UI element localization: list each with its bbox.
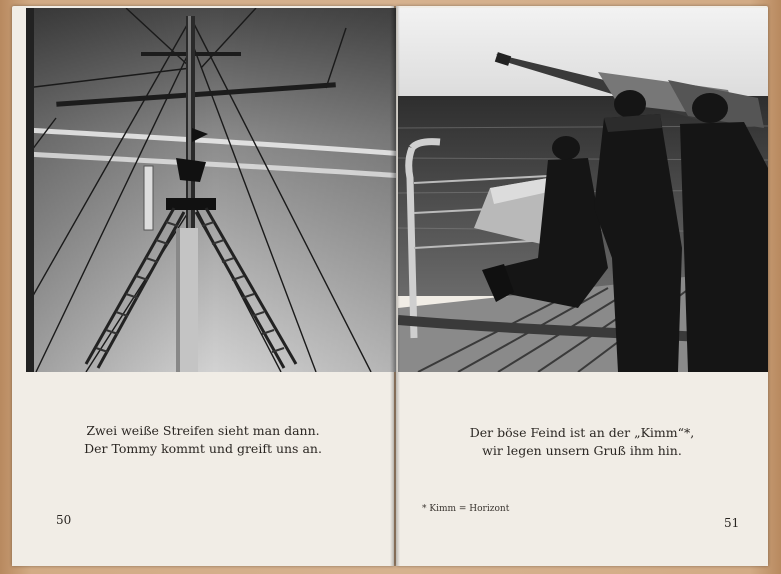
right-caption bbox=[396, 424, 768, 460]
ship-mast-photo bbox=[26, 8, 404, 372]
right-page bbox=[396, 6, 768, 566]
book-gutter bbox=[390, 6, 400, 566]
right-caption-line-1: Der böse Feind ist an der „Kimm“*, bbox=[469, 425, 695, 440]
left-page-number: 50 bbox=[56, 513, 72, 527]
right-page-number: 51 bbox=[724, 516, 740, 530]
footnote: * Kimm = Horizont bbox=[422, 504, 510, 514]
left-caption-line-2: Der Tommy kommt und greift uns an. bbox=[84, 441, 322, 456]
left-caption bbox=[12, 422, 394, 458]
left-caption-line-1: Zwei weiße Streifen sieht man dann. bbox=[86, 423, 320, 438]
right-caption-line-2: wir legen unsern Gruß ihm hin. bbox=[482, 443, 682, 458]
left-page bbox=[12, 6, 394, 566]
deck-gun-crew-photo bbox=[398, 8, 768, 372]
